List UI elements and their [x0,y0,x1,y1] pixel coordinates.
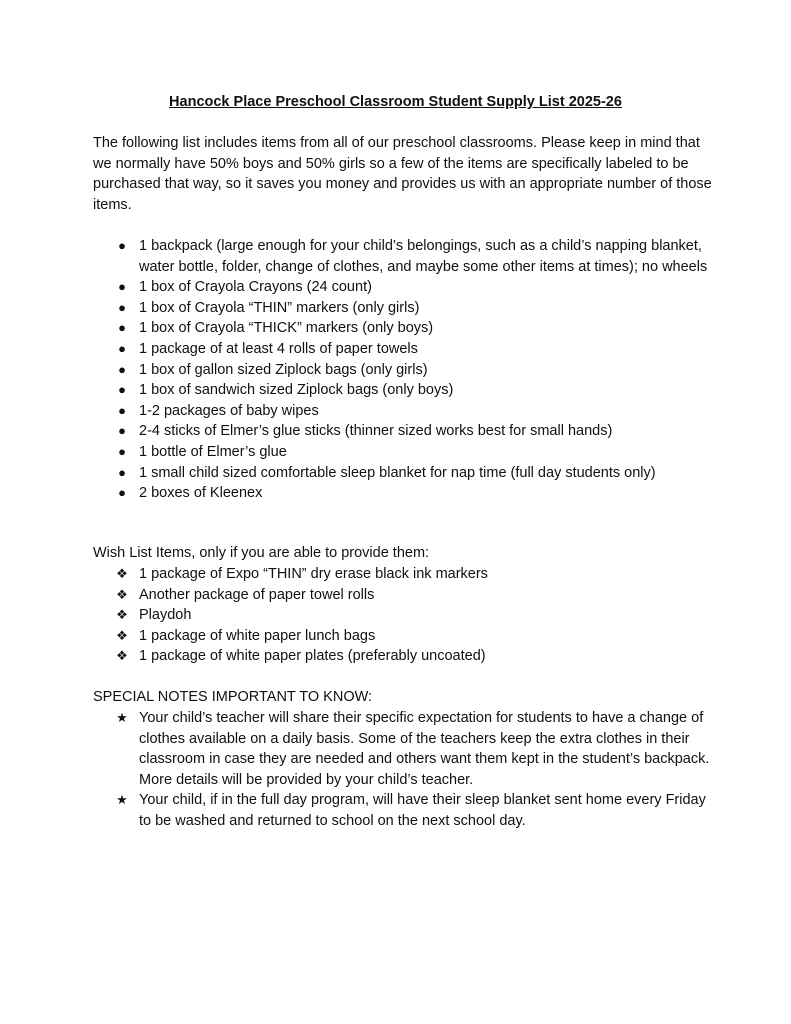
bullet-icon: ● [118,279,126,295]
list-item [93,646,713,667]
bullet-icon: ● [118,361,126,377]
supply-item-text: 2-4 sticks of Elmer’s glue sticks (thinner sized works best for small hands) [139,423,613,440]
note-item-text: Your child’s teacher will share their specific expectation for students to have a change of clothes available on a daily basis. Some of the teachers keep the extra clothes in their classroom in case they are needed and others want them kept in the student’s backpack. More details will be provided by your child’s teacher. [139,710,710,788]
wish-item-text: 1 package of Expo “THIN” dry erase black ink markers [139,566,488,582]
supply-item-text: 2 boxes of Kleenex [139,485,263,502]
supply-item-text: 1 box of Crayola Crayons (24 count) [139,279,372,296]
star-bullet-icon: ★ [116,710,128,725]
note-item-text: Your child, if in the full day program, will have their sleep blanket sent home every Friday to be washed and returned to school on the next school day. [139,792,706,829]
supply-item-text: 1 box of gallon sized Ziplock bags (only girls) [139,361,428,378]
bullet-icon: ● [118,382,126,398]
page-title: Hancock Place Preschool Classroom Student Supply List 2025-26 [169,94,622,110]
list-item [93,380,713,401]
list-item [93,790,713,831]
diamond-bullet-icon: ❖ [116,627,128,643]
supply-item-text: 1 package of at least 4 rolls of paper towels [139,340,418,357]
supply-item-text: 1 backpack (large enough for your child’s belongings, such as a child’s napping blanket, water bottle, folder, change of clothes, and maybe some other items at times); no wheels [139,238,708,275]
special-notes-heading: SPECIAL NOTES IMPORTANT TO KNOW: [93,689,373,705]
list-item [93,421,713,442]
list-item [93,318,713,339]
bullet-icon: ● [118,299,126,315]
list-item [93,463,713,484]
supply-item-text: 1 box of Crayola “THIN” markers (only girls) [139,299,420,316]
list-item [93,483,713,504]
diamond-bullet-icon: ❖ [116,648,128,664]
list-item [93,442,713,463]
wish-item-text: Playdoh [139,607,192,624]
supply-item-text: 1-2 packages of baby wipes [139,402,319,419]
bullet-icon: ● [118,340,126,356]
list-item [93,277,713,298]
diamond-bullet-icon: ❖ [116,566,128,581]
list-item [93,360,713,381]
supply-item-text: 1 box of Crayola “THICK” markers (only boys) [139,320,434,337]
diamond-bullet-icon: ❖ [116,586,128,602]
diamond-bullet-icon: ❖ [116,607,128,623]
star-bullet-icon: ★ [116,792,128,808]
bullet-icon: ● [118,238,126,253]
wish-item-text: Another package of paper towel rolls [139,586,375,603]
bullet-icon: ● [118,320,126,336]
list-item [93,605,713,626]
list-item [93,626,713,647]
list-item [93,298,713,319]
list-item [93,585,713,606]
list-item [93,708,713,790]
wish-list [93,564,713,667]
list-item [93,236,713,277]
list-item [93,401,713,422]
supply-list [93,236,713,504]
wish-item-text: 1 package of white paper lunch bags [139,627,376,644]
intro-paragraph: The following list includes items from all of our preschool classrooms. Please keep in mind that we normally have 50% boys and 50% girls so a few of the items are specifically labeled to be purchased that way, so it saves you money and provides us with an appropriate number of those items. [93,135,712,213]
wish-item-text: 1 package of white paper plates (preferably uncoated) [139,648,486,665]
bullet-icon: ● [118,485,126,501]
supply-item-text: 1 box of sandwich sized Ziplock bags (only boys) [139,382,454,399]
bullet-icon: ● [118,443,126,459]
wish-list-heading: Wish List Items, only if you are able to provide them: [93,545,430,561]
special-notes-list [93,708,713,832]
supply-item-text: 1 bottle of Elmer’s glue [139,443,287,460]
bullet-icon: ● [118,402,126,418]
list-item [93,564,713,585]
bullet-icon: ● [118,464,126,480]
supply-item-text: 1 small child sized comfortable sleep blanket for nap time (full day students only) [139,464,656,481]
list-item [93,339,713,360]
bullet-icon: ● [118,423,126,439]
